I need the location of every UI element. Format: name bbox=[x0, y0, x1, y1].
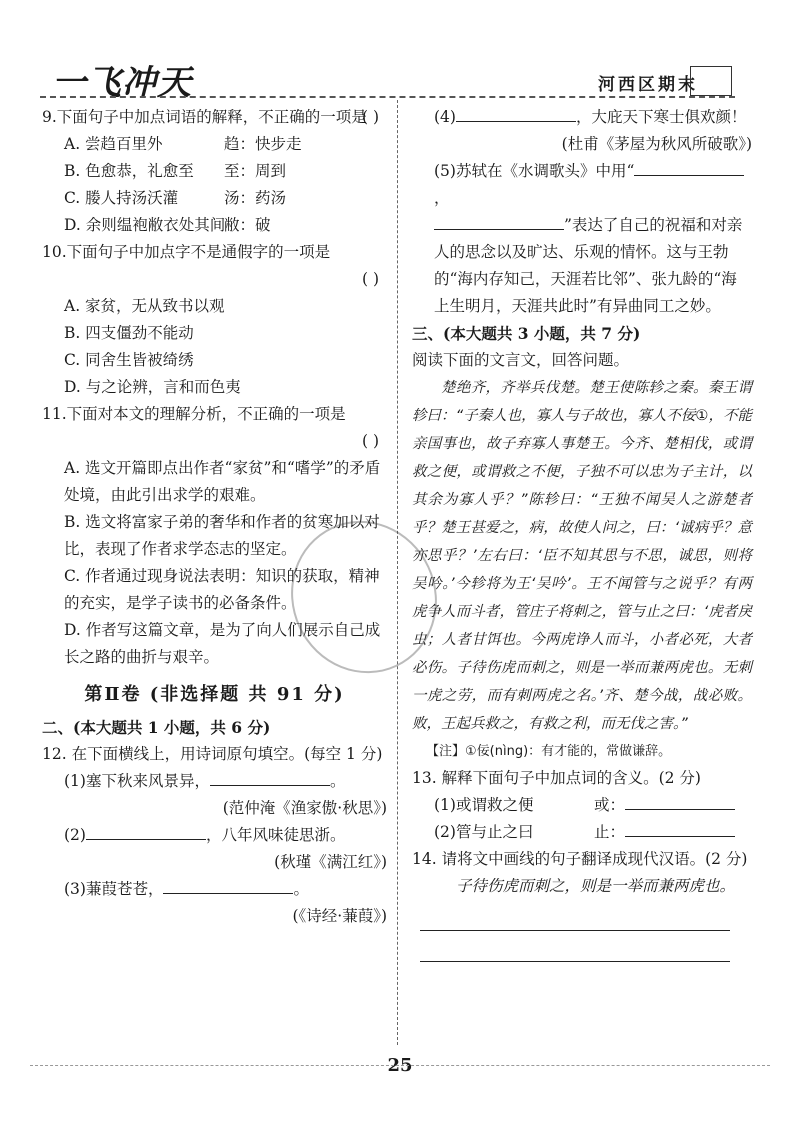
q9-option: B. 色愈恭，礼愈至 至：周到 bbox=[64, 162, 287, 180]
header-divider bbox=[40, 96, 735, 98]
q13-item: (2)管与止之曰 止： bbox=[412, 819, 752, 846]
q14-quote: 子待伤虎而刺之，则是一举而兼两虎也。 bbox=[456, 877, 736, 895]
q10-option: B. 四支僵劲不能动 bbox=[64, 324, 194, 342]
q12-stem: 12. 在下面横线上，用诗词原句填空。(每空 1 分) bbox=[42, 745, 383, 763]
right-column bbox=[412, 104, 752, 962]
classical-passage: 楚绝齐，齐举兵伐楚。楚王使陈轸之秦。秦王谓轸曰：“子秦人也，寡人与子故也，寡人不佞①，不能亲国事也，故子弃寡人事楚王。今齐、楚相伐，或谓救之便，或谓救之不便，子独不可以忠为子主计，以其余为寡人乎？”陈轸曰：“王独不闻吴人之游楚者乎？楚王甚爱之，病，故使人问之，曰：‘诚病乎？意亦思乎？’左右曰：‘臣不知其思与不思，诚思，则将吴吟。’今轸将为王‘吴吟’。王不闻管与之说乎？有两虎争人而斗者，管庄子将刺之，管与止之曰：‘虎者戾虫；人者甘饵也。今两虎诤人而斗，小者必死，大者必伤。子待伤虎而刺之，则是一举而兼两虎也。无刺一虎之劳，而有刺两虎之名。’齐、楚今战，战必败。败，王起兵救之，有救之利，而无伐之害。” bbox=[412, 380, 752, 732]
answer-paren[interactable]: ( ) bbox=[361, 270, 379, 288]
fill-blank[interactable] bbox=[625, 820, 735, 837]
q9-option: C. 媵人持汤沃灌 汤：药汤 bbox=[64, 189, 287, 207]
left-column bbox=[42, 104, 387, 930]
q11-option: D. 作者写这篇文章，是为了向人们展示自己成长之路的曲折与艰辛。 bbox=[64, 621, 381, 666]
fill-blank[interactable] bbox=[456, 105, 576, 122]
passage-intro: 阅读下面的文言文，回答问题。 bbox=[412, 351, 630, 369]
page-number: 25 bbox=[387, 1055, 413, 1076]
fill-blank[interactable] bbox=[163, 877, 293, 894]
q13-stem: 13. 解释下面句子中加点词的含义。(2 分) bbox=[412, 769, 701, 787]
q10-option: C. 同舍生皆被绮绣 bbox=[64, 351, 194, 369]
section-heading: 二、(本大题共 1 小题，共 6 分) bbox=[42, 718, 271, 737]
q10-stem: 10.下面句子中加点字不是通假字的一项是 bbox=[42, 243, 331, 261]
column-divider bbox=[397, 100, 398, 1045]
answer-paren[interactable]: ( ) bbox=[361, 108, 379, 126]
volume-title: 第Ⅱ卷 (非选择题 共 91 分) bbox=[84, 684, 345, 705]
poem-source: (杜甫《茅屋为秋风所破歌》) bbox=[561, 135, 752, 153]
fill-blank[interactable] bbox=[434, 213, 564, 230]
poem-source: (《诗经·蒹葭》) bbox=[292, 907, 387, 925]
q13-item: (1)或谓救之便 或： bbox=[412, 792, 752, 819]
poem-source: (秋瑾《满江红》) bbox=[274, 853, 387, 871]
page-header bbox=[0, 0, 800, 103]
passage-note: 【注】①佞(nìng)：有才能的，常做谦辞。 bbox=[426, 744, 672, 759]
q9-option: A. 尝趋百里外 趋：快步走 bbox=[64, 135, 302, 153]
q10-option: A. 家贫，无从致书以观 bbox=[64, 297, 225, 315]
fill-blank[interactable] bbox=[625, 793, 735, 810]
q11-option: C. 作者通过现身说法表明：知识的获取，精神的充实，是学子读书的必备条件。 bbox=[64, 567, 380, 612]
brand-logo: 一飞冲天 bbox=[52, 63, 192, 103]
series-box bbox=[690, 66, 732, 96]
q12-item: (1)塞下秋来风景异， 。 bbox=[42, 768, 387, 795]
q9-stem: 9.下面句子中加点词语的解释，不正确的一项是 ( ) bbox=[42, 104, 387, 131]
footer-divider bbox=[30, 1065, 770, 1066]
answer-paren[interactable]: ( ) bbox=[361, 432, 379, 450]
answer-line[interactable] bbox=[420, 931, 730, 962]
q12-item: ”表达了自己的祝福和对亲人的思念以及旷达、乐观的情怀。这与王勃的“海内存知己，天涯若比邻”、张九龄的“海上生明月，天涯共此时”有异曲同工之妙。 bbox=[412, 212, 752, 320]
q11-option: A. 选文开篇即点出作者“家贫”和“嗜学”的矛盾处境，由此引出求学的艰难。 bbox=[64, 459, 381, 504]
q9-option: D. 余则缊袍敝衣处其间敝：破 bbox=[64, 216, 271, 234]
poem-source: (范仲淹《渔家傲·秋思》) bbox=[222, 799, 387, 817]
fill-blank[interactable] bbox=[86, 823, 206, 840]
q12-item: (5)苏轼在《水调歌头》中用“， bbox=[412, 158, 752, 212]
q10-option: D. 与之论辨，言和而色夷 bbox=[64, 378, 241, 396]
q14-stem: 14. 请将文中画线的句子翻译成现代汉语。(2 分) bbox=[412, 850, 748, 868]
q12-item: (3)蒹葭苍苍， 。 bbox=[42, 876, 387, 903]
fill-blank[interactable] bbox=[634, 159, 744, 176]
series-title: 河西区期末 bbox=[598, 75, 698, 95]
fill-blank[interactable] bbox=[210, 769, 330, 786]
q11-stem: 11.下面对本文的理解分析，不正确的一项是 bbox=[42, 405, 346, 423]
q12-item: (4) ，大庇天下寒士俱欢颜！ bbox=[412, 104, 752, 131]
section-heading: 三、(本大题共 3 小题，共 7 分) bbox=[412, 324, 641, 343]
answer-line[interactable] bbox=[420, 900, 730, 931]
q11-option: B. 选文将富家子弟的奢华和作者的贫寒加以对比，表现了作者求学态志的坚定。 bbox=[64, 513, 380, 558]
q12-item: (2) ，八年风味徒思浙。 bbox=[42, 822, 387, 849]
